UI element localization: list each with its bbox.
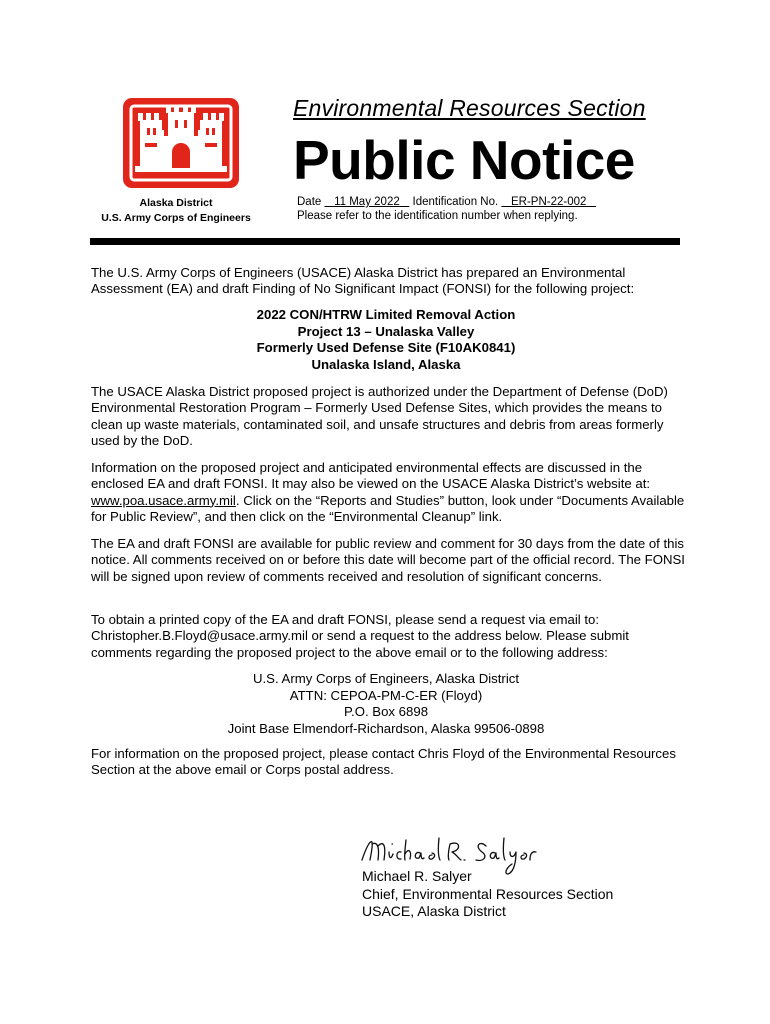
- org-name: [90, 196, 262, 226]
- notice-title: Public Notice: [293, 129, 635, 191]
- request-paragraph: To obtain a printed copy of the EA and draft FONSI, please send a request via email to: Christopher.B.Floyd@usace.army.mil or send a request to the address below. Please submit comments regarding the proposed project to the above email or to the following address:: [91, 612, 629, 660]
- contact-paragraph: For information on the proposed project, please contact Chris Floyd of the Environmental Resources Section at the above email or Corps postal address.: [91, 746, 676, 778]
- usace-castle-logo: [123, 98, 239, 188]
- signer-org: USACE, Alaska District: [362, 903, 506, 919]
- project-line-2: Project 13 – Unalaska Valley: [297, 323, 475, 339]
- address-line-3: P.O. Box 6898: [343, 704, 429, 720]
- signer-name: Michael R. Salyer: [362, 868, 472, 884]
- date-value: 11 May 2022: [334, 196, 400, 208]
- signature-block: [362, 868, 613, 921]
- website-link[interactable]: www.poa.usace.army.mil: [91, 492, 236, 508]
- address-line-4: Joint Base Elmendorf-Richardson, Alaska 99506-0898: [227, 720, 545, 736]
- review-paragraph: The EA and draft FONSI are available for public review and comment for 30 days from the date of this notice. All comments received on or before this date will become part of the official record. The FONSI will be signed upon review of comments received and resolution of significant concerns.: [91, 536, 685, 584]
- project-line-1: 2022 CON/HTRW Limited Removal Action: [256, 307, 516, 322]
- intro-paragraph: The U.S. Army Corps of Engineers (USACE) Alaska District has prepared an Environmental Assessment (EA) and draft Finding of No Significant Impact (FONSI) for the following project:: [91, 265, 635, 297]
- org-corps: U.S. Army Corps of Engineers: [101, 212, 251, 224]
- info-paragraph: Information on the proposed project and anticipated environmental effects are discussed in the enclosed EA and draft FONSI. It may also be viewed on the USACE Alaska District’s website at: www.poa.usace.army.mil. Click on the “Reports and Studies” button, look under “Documents Available for Public Review”, and then click on the “Environmental Cleanup” link.: [91, 460, 685, 524]
- date-label: Date: [297, 196, 322, 208]
- id-value: ER-PN-22-002: [511, 196, 587, 208]
- id-label: Identification No.: [412, 196, 499, 208]
- notice-meta: [297, 195, 596, 223]
- address-line-2: ATTN: CEPOA-PM-C-ER (Floyd): [289, 687, 483, 703]
- mailing-address: [91, 671, 681, 737]
- section-title: Environmental Resources Section: [293, 95, 646, 121]
- address-line-1: U.S. Army Corps of Engineers, Alaska District: [252, 671, 520, 686]
- header-rule: [90, 238, 680, 245]
- project-line-3: Formerly Used Defense Site (F10AK0841): [256, 340, 516, 356]
- authority-paragraph: The USACE Alaska District proposed project is authorized under the Department of Defense (DoD) Environmental Restoration Program – Formerly Used Defense Sites, which provides the means to clean up waste materials, contaminated soil, and unsafe structures and debris from areas formerly used by the DoD.: [91, 384, 668, 448]
- signer-title: Chief, Environmental Resources Section: [362, 885, 614, 902]
- project-title-block: [91, 307, 681, 373]
- project-line-4: Unalaska Island, Alaska: [311, 356, 461, 372]
- org-district: Alaska District: [139, 197, 213, 209]
- reply-note: Please refer to the identification number when replying.: [297, 210, 578, 222]
